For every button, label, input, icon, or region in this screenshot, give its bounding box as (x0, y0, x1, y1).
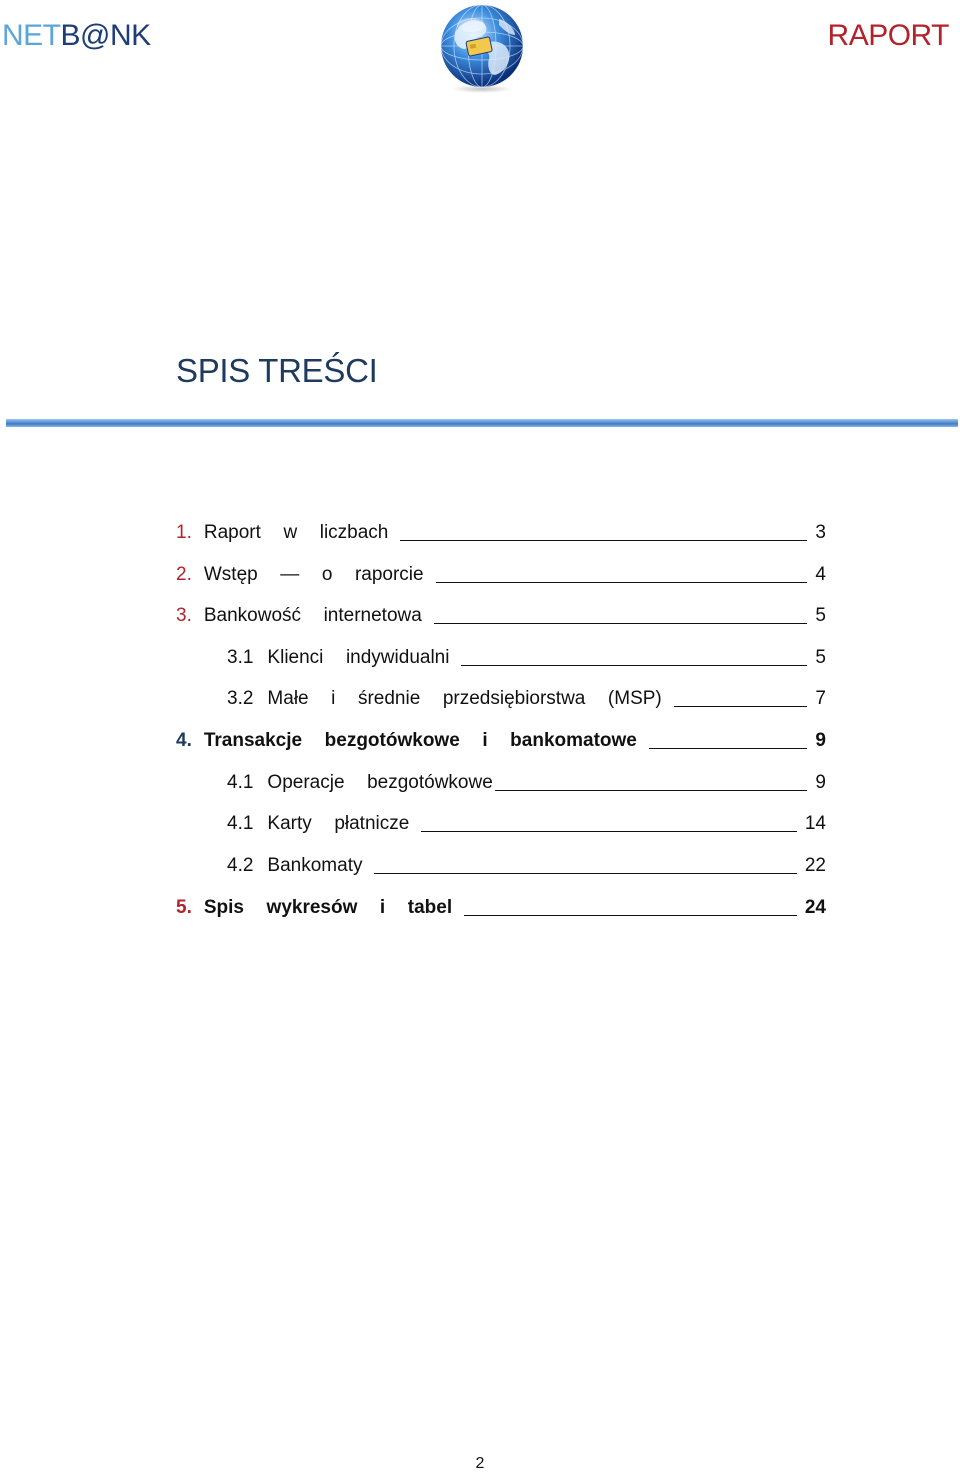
toc-entry-label: Spis wykresów i tabel (203, 897, 453, 918)
toc-entry-label: Wstęp — o raporcie (203, 564, 424, 585)
toc-entry-page: 14 (804, 813, 826, 834)
toc-leader-line (495, 790, 808, 791)
toc-entry-number: 3.1 (227, 647, 254, 668)
toc-entry-number: 3. (176, 605, 192, 626)
toc-leader-line (434, 623, 808, 624)
page-title: SPIS TREŚCI (176, 352, 378, 389)
toc-entry-number: 4.2 (227, 855, 254, 876)
toc-entry-page: 24 (804, 897, 826, 918)
toc-entry[interactable] (176, 562, 826, 586)
toc-entry-number: 2. (176, 564, 192, 585)
toc-entry-number: 4. (176, 730, 192, 751)
logo-part-net: NET (2, 19, 61, 52)
toc-entry-page: 5 (815, 647, 826, 668)
toc-entry-page: 4 (815, 564, 826, 585)
toc-entry-label: Raport w liczbach (203, 522, 389, 543)
toc-entry-label: Transakcje bezgotówkowe i bankomatowe (203, 730, 637, 751)
toc-entry-label: Małe i średnie przedsiębiorstwa (MSP) (267, 688, 662, 709)
toc-entry[interactable] (227, 686, 826, 710)
toc-entry[interactable] (176, 520, 826, 544)
toc-leader-line (421, 831, 797, 832)
toc-entry[interactable] (227, 645, 826, 669)
logo-part-bank: B@NK (60, 19, 151, 52)
toc-entry[interactable] (227, 811, 826, 835)
toc-entry-number: 5. (176, 897, 192, 918)
toc-leader-line (374, 873, 796, 874)
toc-leader-line (436, 582, 808, 583)
toc-entry[interactable] (176, 895, 826, 919)
toc-entry-number: 4.1 (227, 772, 254, 793)
toc-entry-label: Bankowość internetowa (203, 605, 422, 626)
toc-leader-line (400, 540, 807, 541)
toc-entry-number: 1. (176, 522, 192, 543)
toc-entry-page: 9 (815, 730, 826, 751)
toc-entry-label: Bankomaty (267, 855, 363, 876)
toc-entry-number: 3.2 (227, 688, 254, 709)
report-label: RAPORT (827, 19, 949, 52)
toc-leader-line (649, 748, 808, 749)
toc-entry-page: 7 (815, 688, 826, 709)
toc-leader-line (674, 706, 808, 707)
toc-entry[interactable] (227, 853, 826, 877)
toc-entry-page: 5 (815, 605, 826, 626)
toc-entry-label: Klienci indywidualni (267, 647, 450, 668)
toc-entry-page: 9 (815, 772, 826, 793)
page-number: 2 (475, 1455, 485, 1472)
toc-leader-line (461, 665, 807, 666)
toc-entry[interactable] (176, 603, 826, 627)
toc-entry-number: 4.1 (227, 813, 254, 834)
toc-entry-label: Karty płatnicze (267, 813, 410, 834)
toc-entry-label: Operacje bezgotówkowe (267, 772, 493, 793)
toc-entry[interactable] (176, 728, 826, 752)
toc-leader-line (464, 915, 797, 916)
toc-entry[interactable] (227, 770, 826, 794)
toc-entry-page: 3 (815, 522, 826, 543)
toc-entry-page: 22 (804, 855, 826, 876)
